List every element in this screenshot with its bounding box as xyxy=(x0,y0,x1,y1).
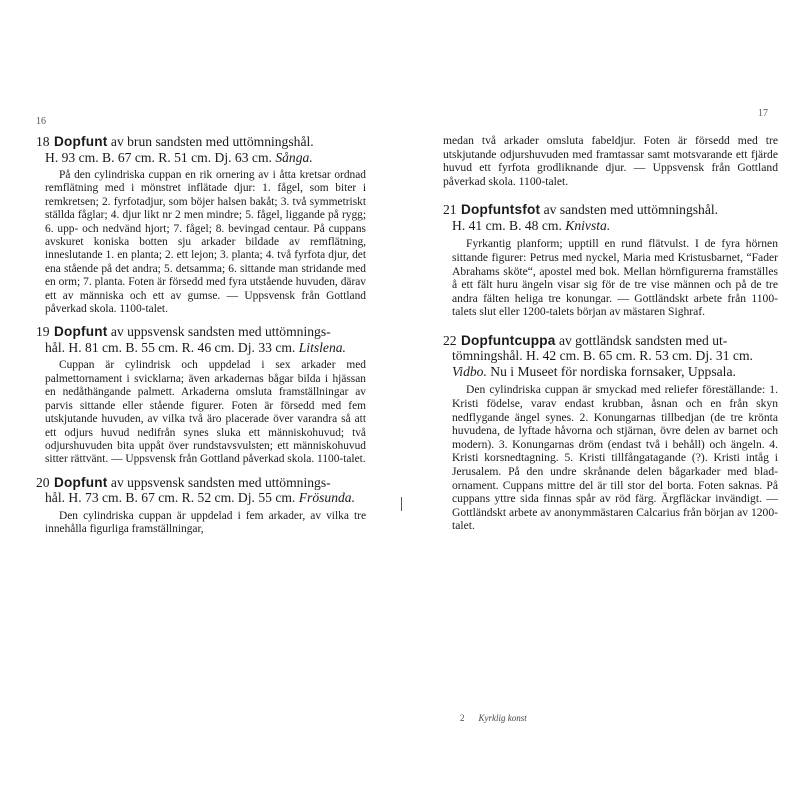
entry-place: Sånga. xyxy=(275,149,313,165)
entry-body xyxy=(443,237,778,319)
entry-number: 19 xyxy=(36,324,50,340)
entry-description: av uppsvensk sandsten med uttömnings- xyxy=(110,474,331,490)
entry-place: Knivsta. xyxy=(565,217,611,233)
entry-description: av uppsvensk sandsten med uttömnings- xyxy=(110,324,331,340)
entry-body xyxy=(36,510,366,537)
entry-body-text: Cuppan är cylindrisk och uppdelad i sex arkader med palmettornament i svicklarna; även arkadernas bågar bilda i hjässan en nedåthängande palmett. Arkaderna omsluta framställningar av parvis sittande eller stående figurer. Foten är försedd med fem utskjutande huvuden, av vilka två äro placerade över varandra så att ett odjurs huvud nedifrån synes sluka ett människohuvud; två odjurshuvuden bita uppåt över rundstavsvulsten; ett människohuvud sitter rättvänt. — Uppsvensk från Gottland påverkad skola. 1100-talet. xyxy=(45,359,366,466)
entry-continuation xyxy=(443,134,778,188)
entry-measurements xyxy=(443,348,778,379)
entry-heading xyxy=(443,333,778,380)
catalog-entry-18 xyxy=(36,134,366,316)
left-column xyxy=(36,134,366,545)
signature-text: Kyrklig konst xyxy=(478,713,527,723)
entry-measurements xyxy=(443,218,778,234)
entry-body xyxy=(36,359,366,466)
entry-dimensions: H. 41 cm. B. 48 cm. xyxy=(452,217,562,233)
entry-heading xyxy=(36,475,366,506)
signature-mark xyxy=(460,713,527,723)
gutter-mark xyxy=(401,497,402,511)
page-number-right: 17 xyxy=(758,108,768,119)
entry-dimensions: hål. H. 73 cm. B. 67 cm. R. 52 cm. Dj. 55 cm. xyxy=(45,490,296,506)
entry-number: 22 xyxy=(443,332,457,348)
catalog-entry-21 xyxy=(443,202,778,319)
continuation-text: medan två arkader omsluta fabeldjur. Foten är försedd med tre utskjutande odjurshuvuden med framtassar samt motsvarande ett fjärde huvud ett fyrfota grodliknande djur. — Uppsvensk från Gottland påverkad skola. 1100-talet. xyxy=(443,134,778,188)
entry-location: Nu i Museet för nordiska fornsaker, Uppsala. xyxy=(490,363,736,379)
entry-dimensions: tömningshål. H. 42 cm. B. 65 cm. R. 53 cm. Dj. 31 cm. xyxy=(452,348,753,364)
entry-body-text: Fyrkantig planform; upptill en rund flätvulst. I de fyra hörnen sittande figurer: Petrus med nyckel, Maria med Kristusbarnet, “Fader Abrahams sköte“, apostel med bok. Mellan hörnfigurerna framställes å ett fält huru ängeln visar sig för de tre vise männen och på de tre andra fälten heliga tre konungar. — Gottländskt arbete från 1100-talets slut eller 1200-talets början av mästaren Sighraf. xyxy=(452,237,778,319)
entry-measurements xyxy=(36,150,366,166)
catalog-entry-22 xyxy=(443,333,778,533)
entry-number: 18 xyxy=(36,134,50,149)
entry-measurements xyxy=(36,340,366,356)
signature-number: 2 xyxy=(460,713,465,723)
entry-title: Dopfunt xyxy=(54,474,108,490)
entry-heading xyxy=(36,324,366,355)
entry-description: av gottländsk sandsten med ut- xyxy=(558,332,728,348)
entry-number: 20 xyxy=(36,474,50,490)
entry-dimensions: H. 93 cm. B. 67 cm. R. 51 cm. Dj. 63 cm. xyxy=(45,149,272,165)
catalog-entry-20 xyxy=(36,475,366,537)
entry-measurements xyxy=(36,490,366,506)
entry-title: Dopfunt xyxy=(54,134,108,149)
entry-body-text: Den cylindriska cuppan är uppdelad i fem arkader, av vilka tre innehålla figurliga framställningar, xyxy=(45,509,366,536)
entry-description: av brun sandsten med uttömningshål. xyxy=(110,134,314,149)
entry-place: Vidbo. xyxy=(452,363,487,379)
entry-title: Dopfunt xyxy=(54,324,108,340)
entry-title: Dopfuntsfot xyxy=(461,202,541,218)
entry-body xyxy=(36,169,366,316)
page-number-left: 16 xyxy=(36,116,46,127)
right-column xyxy=(443,134,778,541)
entry-body-text: På den cylindriska cuppan en rik ornering av i åtta kretsar ordnad remflätning med i mönstret inflätade djur: 1. fågel, som biter i remkretsen; 2. fyrfotadjur, som böjer halsen bakåt; 3. två symmetriskt ställda fåglar; 4. djur likt nr 2 men mindre; 5. fågel, liggande på rygg; 6. upp- och nedvänd hjort; 7. fågel; 8. bevingad centaur. På cuppans avskuret koniska botten sju arkader bildade av remflätning, inneslutande 1. en planta; 2. ett lejon; 3. planta; 4. två fyrfota djur, det ena stående på det andra; 5. detsamma; 6. sittande man stridande med en orm; 7. planta. Foten är försedd med fyra utstående huvuden, därav ett av människa och ett av gumse. — Uppsvensk från Gottland påverkad skola. 1100-talet. xyxy=(45,169,366,316)
entry-description: av sandsten med uttömningshål. xyxy=(543,202,719,218)
entry-dimensions: hål. H. 81 cm. B. 55 cm. R. 46 cm. Dj. 33 cm. xyxy=(45,339,296,355)
entry-body xyxy=(443,383,778,533)
entry-heading xyxy=(36,134,366,165)
entry-number: 21 xyxy=(443,202,457,218)
entry-title: Dopfuntcuppa xyxy=(461,332,556,348)
entry-heading xyxy=(443,202,778,233)
entry-place: Frösunda. xyxy=(298,490,356,506)
catalog-entry-19 xyxy=(36,324,366,466)
entry-place: Litslena. xyxy=(298,339,346,355)
entry-body-text: Den cylindriska cuppan är smyckad med reliefer föreställande: 1. Kristi födelse, varav endast krubban, åsnan och en från skyn nedflygande ängel synes. 2. Konungarnas tillbedjan (de tre krönta huvudena, de lyftade håvorna och stjärnan, övre delen av barnet och modern). 3. Konungarnas dröm (endast två i behåll) och ängeln. 4. Kristi korsnedtagning. 5. Kristi tillfångatagande (?). Kristi intåg i Jerusalem. På den undre skrånande delen bågarkader med bladornament. Cuppans mittre del är till stor del borta. Foten saknas. På cuppans yttre sida finnas spår av röd färg. Ärgfläckar invändigt. — Gottländskt arbete av anonymmästaren Calcarius från början av 1200-talet. xyxy=(452,383,778,533)
